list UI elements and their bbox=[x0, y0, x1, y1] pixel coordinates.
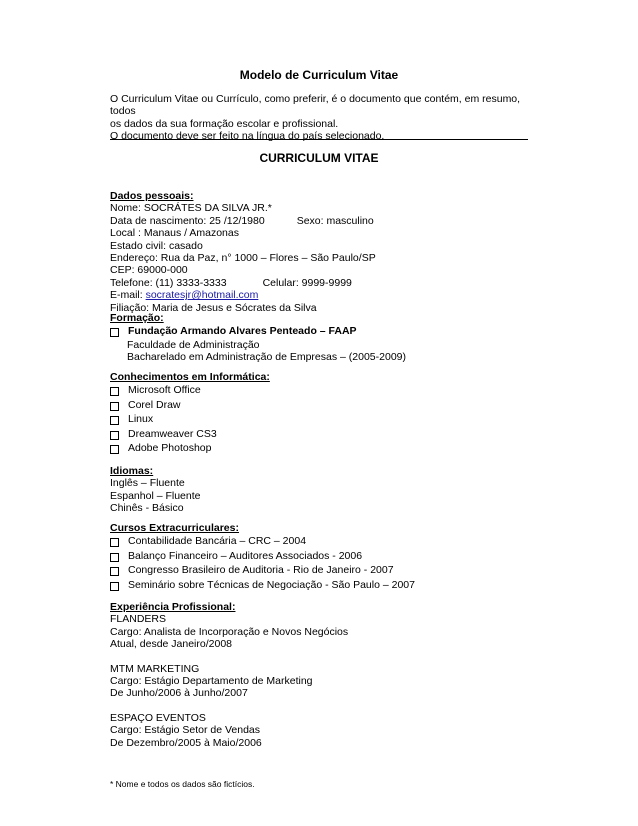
list-item-text: Microsoft Office bbox=[128, 384, 201, 397]
phone-line bbox=[110, 277, 530, 289]
intro-line: O Curriculum Vitae ou Currículo, como preferir, é o documento que contém, em resumo, todos bbox=[110, 93, 521, 118]
checkbox-bullet-icon bbox=[110, 582, 119, 591]
institution-name: Fundação Armando Alvares Penteado – FAAP bbox=[128, 325, 357, 338]
list-item-text: Corel Draw bbox=[128, 398, 181, 411]
job-period: Atual, desde Janeiro/2008 bbox=[110, 638, 233, 651]
education-section bbox=[110, 312, 530, 364]
intro-paragraph bbox=[110, 93, 530, 143]
list-item bbox=[110, 534, 530, 549]
job-entry bbox=[110, 613, 530, 650]
cep-line: CEP: 69000-000 bbox=[110, 264, 188, 277]
birth-sex-line bbox=[110, 215, 530, 227]
languages-section bbox=[110, 465, 530, 515]
checkbox-bullet-icon bbox=[110, 402, 119, 411]
section-heading: Idiomas: bbox=[110, 465, 154, 477]
faculty-line: Faculdade de Administração bbox=[127, 338, 260, 351]
horizontal-divider bbox=[110, 139, 528, 140]
courses-section bbox=[110, 522, 530, 592]
list-item bbox=[110, 549, 530, 564]
list-item bbox=[110, 477, 530, 489]
checkbox-bullet-icon bbox=[110, 328, 119, 337]
job-role: Cargo: Analista de Incorporação e Novos Negócios bbox=[110, 625, 349, 638]
email-label: E-mail: bbox=[110, 289, 146, 302]
job-role: Cargo: Estágio Setor de Vendas bbox=[110, 724, 261, 737]
checkbox-bullet-icon bbox=[110, 431, 119, 440]
list-item-text: Linux bbox=[128, 413, 154, 426]
intro-line: os dados da sua formação escolar e profissional. bbox=[110, 117, 339, 130]
job-company: FLANDERS bbox=[110, 613, 167, 626]
experience-section bbox=[110, 601, 530, 749]
intro-line: O documento deve ser feito na língua do país selecionado. bbox=[110, 130, 385, 143]
section-heading: Conhecimentos em Informática: bbox=[110, 371, 270, 383]
address-line: Endereço: Rua da Paz, n° 1000 – Flores – São Paulo/SP bbox=[110, 252, 376, 265]
list-item bbox=[110, 427, 530, 442]
languages-list bbox=[110, 477, 530, 514]
job-period: De Junho/2006 à Junho/2007 bbox=[110, 687, 248, 700]
list-item bbox=[110, 412, 530, 427]
job-role: Cargo: Estágio Departamento de Marketing bbox=[110, 675, 313, 688]
telephone: Telefone: (11) 3333-3333 bbox=[110, 276, 227, 289]
list-item-text: Espanhol – Fluente bbox=[110, 489, 201, 502]
section-heading: Cursos Extracurriculares: bbox=[110, 522, 239, 534]
list-item bbox=[110, 578, 530, 593]
job-entry bbox=[110, 712, 530, 749]
footnote: * Nome e todos os dados são fictícios. bbox=[110, 779, 255, 789]
list-item-text: Inglês – Fluente bbox=[110, 477, 185, 490]
location-line: Local : Manaus / Amazonas bbox=[110, 227, 239, 240]
checkbox-bullet-icon bbox=[110, 567, 119, 576]
list-item-text: Dreamweaver CS3 bbox=[128, 427, 217, 440]
job-entry bbox=[110, 663, 530, 700]
degree-line: Bacharelado em Administração de Empresas – (2005-2009) bbox=[127, 351, 406, 364]
job-company: MTM MARKETING bbox=[110, 662, 200, 675]
list-item-text: Contabilidade Bancária – CRC – 2004 bbox=[128, 535, 307, 548]
checkbox-bullet-icon bbox=[110, 445, 119, 454]
checkbox-bullet-icon bbox=[110, 416, 119, 425]
email-link[interactable]: socratesjr@hotmail.com bbox=[145, 289, 259, 302]
list-item bbox=[110, 383, 530, 398]
marital-status-line: Estado civil: casado bbox=[110, 239, 203, 252]
personal-data-section bbox=[110, 190, 530, 314]
section-heading: Experiência Profissional: bbox=[110, 601, 236, 613]
list-item bbox=[110, 324, 530, 339]
document-title: Modelo de Curriculum Vitae bbox=[239, 68, 399, 82]
checkbox-bullet-icon bbox=[110, 553, 119, 562]
list-item bbox=[110, 490, 530, 502]
checkbox-bullet-icon bbox=[110, 538, 119, 547]
list-item-text: Seminário sobre Técnicas de Negociação - São Paulo – 2007 bbox=[128, 578, 415, 591]
checkbox-bullet-icon bbox=[110, 387, 119, 396]
birth-date: Data de nascimento: 25 /12/1980 bbox=[110, 214, 265, 227]
parents-line: Filiação: Maria de Jesus e Sócrates da Silva bbox=[110, 301, 317, 314]
name-line: Nome: SOCRÁTES DA SILVA JR.* bbox=[110, 202, 272, 215]
list-item-text: Congresso Brasileiro de Auditoria - Rio de Janeiro - 2007 bbox=[128, 564, 394, 577]
job-company: ESPAÇO EVENTOS bbox=[110, 711, 206, 724]
list-item bbox=[110, 502, 530, 514]
sex: Sexo: masculino bbox=[296, 214, 374, 227]
list-item-text: Balanço Financeiro – Auditores Associados - 2006 bbox=[128, 549, 363, 562]
section-heading: Formação: bbox=[110, 312, 164, 324]
job-period: De Dezembro/2005 à Maio/2006 bbox=[110, 736, 262, 749]
list-item-text: Chinês - Básico bbox=[110, 502, 184, 515]
list-item bbox=[110, 563, 530, 578]
list-item-text: Adobe Photoshop bbox=[128, 442, 212, 455]
list-item bbox=[110, 398, 530, 413]
cv-title: CURRICULUM VITAE bbox=[259, 151, 379, 165]
section-heading: Dados pessoais: bbox=[110, 190, 194, 202]
computer-skills-section bbox=[110, 371, 530, 456]
email-line bbox=[110, 289, 530, 301]
mobile: Celular: 9999-9999 bbox=[262, 276, 352, 289]
computer-skills-list bbox=[110, 383, 530, 456]
courses-list bbox=[110, 534, 530, 592]
list-item bbox=[110, 441, 530, 456]
